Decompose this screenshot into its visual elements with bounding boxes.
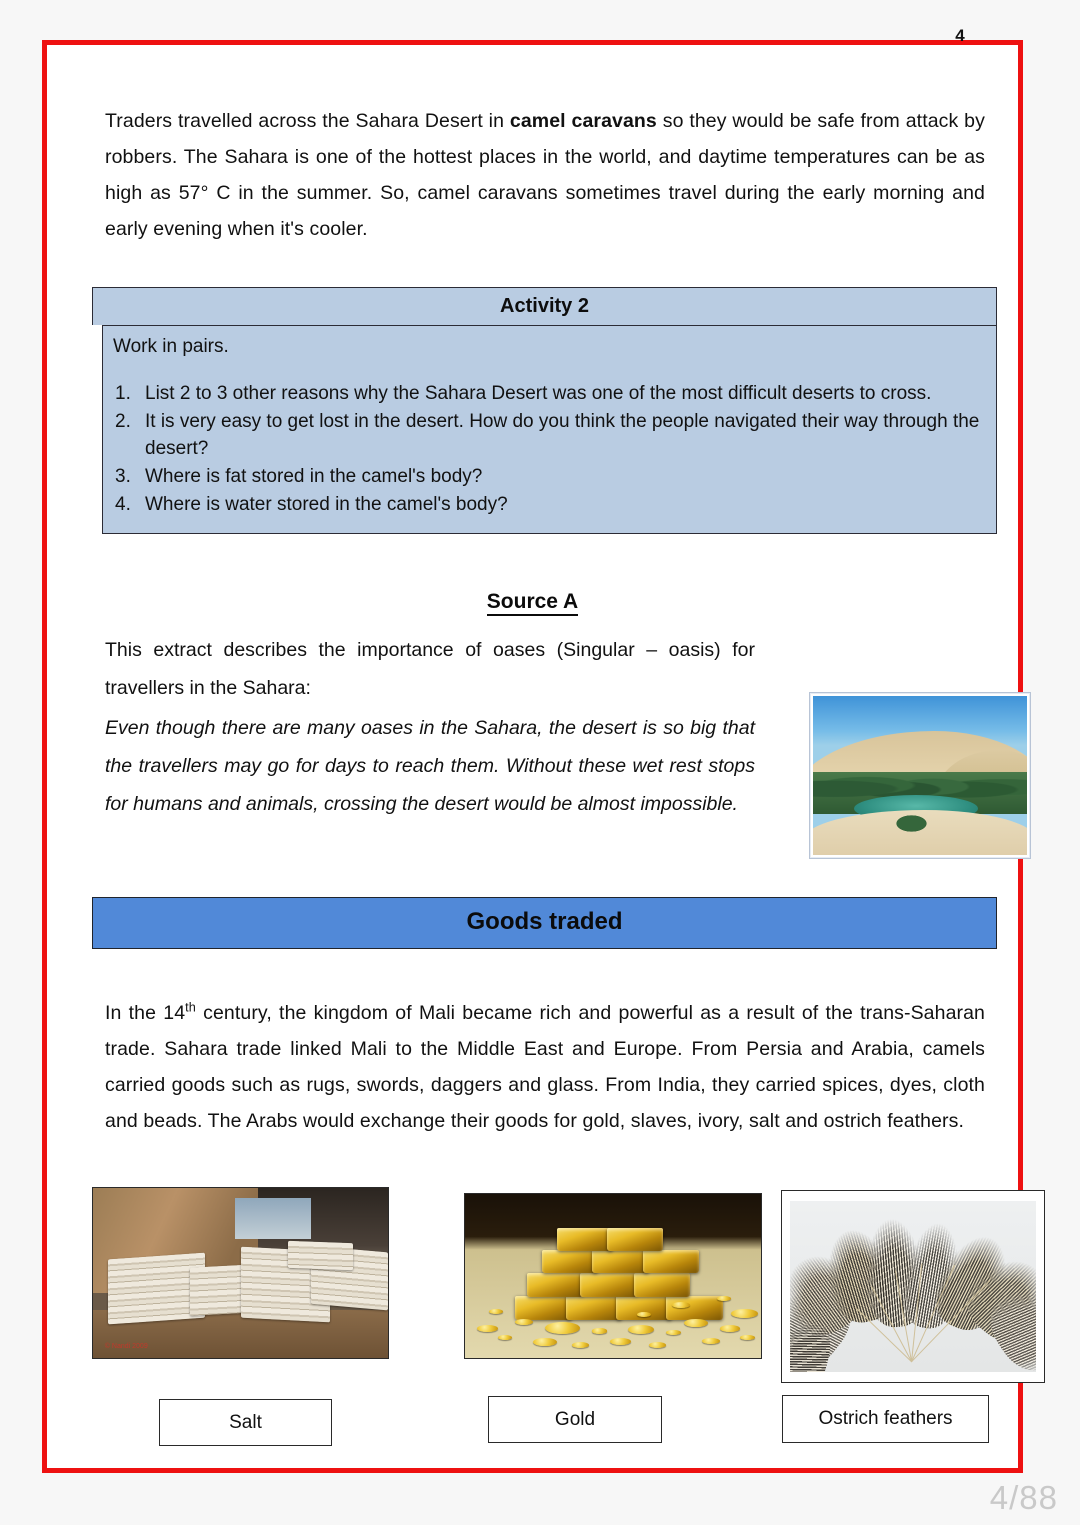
gold-bar-icon (566, 1296, 622, 1321)
page-red-frame (42, 40, 1023, 1473)
gold-bar-icon (557, 1228, 613, 1251)
activity-question-4: Where is water stored in the camel's body? (145, 494, 508, 515)
intro-paragraph (105, 103, 985, 247)
gold-coin-icon (489, 1309, 504, 1314)
page-content (47, 45, 1018, 1468)
salt-photo (92, 1187, 389, 1359)
source-a-heading (47, 590, 1018, 614)
gold-coin-icon (628, 1325, 655, 1334)
activity-question-3: Where is fat stored in the camel's body? (145, 466, 483, 487)
activity-question-2: It is very easy to get lost in the desert. How do you think the people navigated their way through the desert? (145, 411, 980, 459)
gold-coin-icon (572, 1342, 590, 1348)
goods-superscript: th (185, 1000, 196, 1015)
source-a-extract: Even though there are many oases in the Sahara, the desert is so big that the travellers may go for days to reach them. Without these wet rest stops for humans and animals, crossing the desert would be almost impossible. (105, 717, 755, 815)
intro-text-before: Traders travelled across the Sahara Desert in (105, 110, 510, 132)
salt-sky-icon (235, 1198, 312, 1239)
gold-coin-icon (717, 1296, 732, 1301)
gold-coin-icon (702, 1338, 720, 1344)
gold-coin-icon (649, 1342, 667, 1348)
salt-photo-image (93, 1188, 388, 1358)
camel-caravans-bold: camel caravans (509, 110, 657, 132)
goods-paragraph (105, 995, 985, 1139)
activity-question-list (113, 380, 986, 518)
salt-slab-stack-icon (288, 1241, 353, 1270)
oasis-photo (809, 692, 1031, 859)
gold-photo-image (465, 1194, 761, 1358)
activity-lead: Work in pairs. (113, 336, 229, 357)
gold-coin-icon (666, 1330, 681, 1335)
gold-coin-icon (740, 1335, 755, 1340)
gold-coin-icon (592, 1328, 607, 1333)
gold-bar-icon (515, 1296, 571, 1321)
source-a-text (105, 631, 755, 823)
activity-box (92, 287, 997, 534)
gold-bar-icon (527, 1273, 583, 1298)
activity-question-1: List 2 to 3 other reasons why the Sahara Desert was one of the most difficult deserts to cross. (145, 383, 932, 404)
goods-traded-banner: Goods traded (92, 897, 997, 949)
gold-bar-icon (607, 1228, 663, 1251)
feather-photo-mat (782, 1191, 1044, 1382)
gold-coin-icon (720, 1325, 741, 1332)
salt-photo-watermark: © Nandi 2009 (104, 1342, 148, 1350)
source-a-heading-text: Source A (487, 590, 578, 616)
gold-bar-icon (592, 1250, 648, 1273)
gold-coin-icon (610, 1338, 631, 1345)
gold-bar-icon (666, 1296, 722, 1321)
gold-bar-icon (542, 1250, 598, 1273)
goods-text-part1: In the 14 (105, 1002, 186, 1024)
gold-bar-icon (580, 1273, 636, 1298)
gold-coin-icon (684, 1319, 708, 1327)
gold-coin-icon (477, 1325, 498, 1332)
gold-coin-icon (515, 1319, 533, 1325)
gold-photo (464, 1193, 762, 1359)
activity-title: Activity 2 (92, 287, 997, 325)
activity-body (102, 325, 997, 534)
page-number-top: 4 (955, 26, 965, 45)
source-a-intro: This extract describes the importance of oases (Singular – oasis) for travellers in the Sahara: (105, 639, 755, 699)
goods-text-part2: century, the kingdom of Mali became rich and powerful as a result of the trans-Saharan trade. Sahara trade linked Mali to the Middle East and Europe. From Persia and Arabia, camels carried goods such as rugs, swords, daggers and glass. From India, they carried spices, dyes, cloth and beads. The Arabs would exchange their goods for gold, slaves, ivory, salt and ostrich feathers. (105, 1002, 986, 1132)
gold-coin-icon (545, 1322, 581, 1334)
caption-salt: Salt (159, 1399, 332, 1446)
gold-coin-icon (533, 1338, 557, 1346)
ostrich-feathers-photo (781, 1190, 1045, 1383)
gold-bar-icon (643, 1250, 699, 1273)
oasis-bush-icon (894, 814, 928, 833)
gold-coin-icon (498, 1335, 513, 1340)
gold-coin-icon (731, 1309, 758, 1318)
page-indicator: 4/88 (989, 1479, 1058, 1516)
caption-ostrich-feathers: Ostrich feathers (782, 1395, 989, 1443)
oasis-photo-image (813, 696, 1027, 855)
caption-gold: Gold (488, 1396, 662, 1443)
intro-text-after: so they would be safe from attack by robbers. The Sahara is one of the hottest places in the world, and daytime temperatures can be as high as 57° C in the summer. So, camel caravans sometimes travel during the early morning and early evening when it's cooler. (105, 110, 985, 240)
feather-photo-image (790, 1201, 1036, 1372)
gold-bar-icon (634, 1273, 690, 1298)
